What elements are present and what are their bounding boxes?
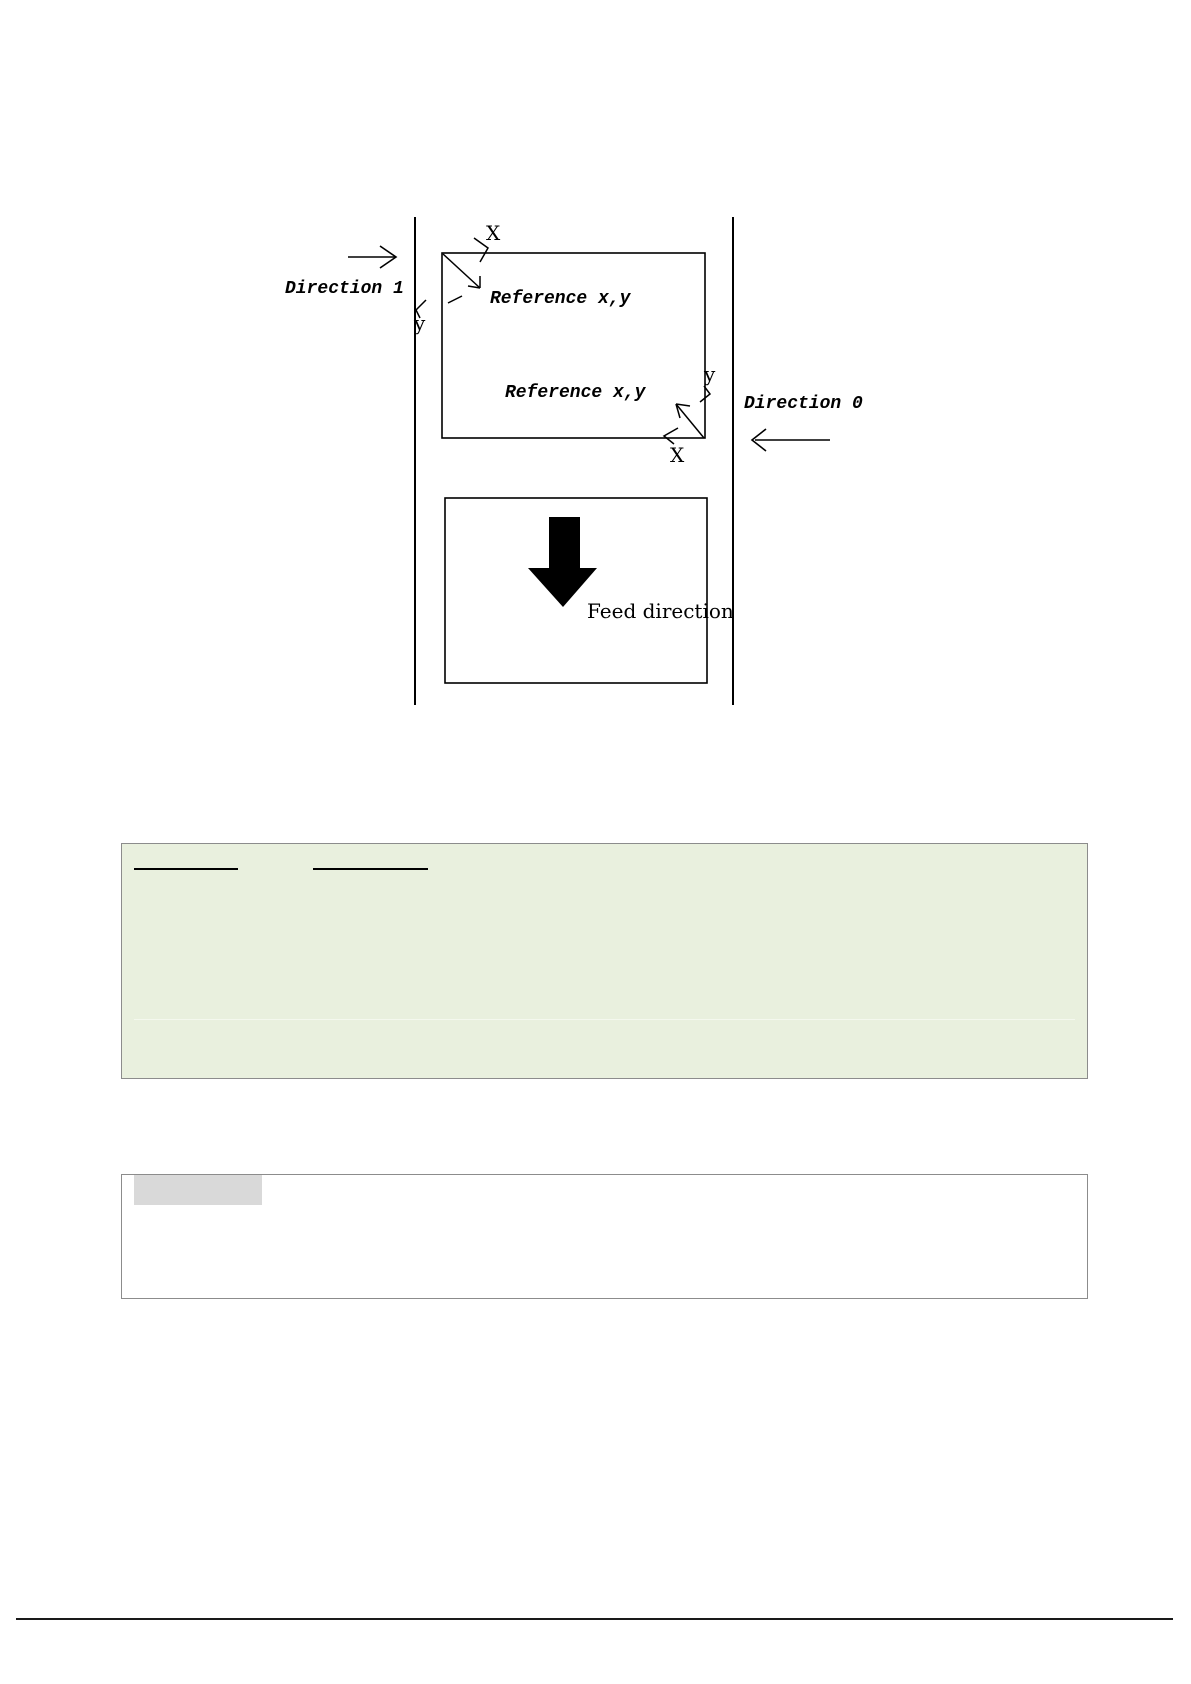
label-top-rect <box>442 253 705 438</box>
feed-direction-label: Feed direction <box>587 599 734 623</box>
syntax-underline-1 <box>134 868 238 870</box>
reference-top-axes-icon <box>416 238 488 318</box>
footer-rule <box>16 1618 1173 1620</box>
axis-x-bottom-label: X <box>670 443 685 467</box>
reference-label-top: Reference x,y <box>490 289 631 309</box>
axis-y-top-label: y <box>414 311 426 335</box>
axis-y-bottom-label: y <box>704 362 716 386</box>
example-heading-highlight <box>134 1175 262 1205</box>
feed-direction-arrow-icon <box>528 517 597 607</box>
axis-x-top-label: X <box>486 221 501 245</box>
reference-bottom-axes-icon <box>664 386 710 444</box>
direction-0-label: Direction 0 <box>744 394 863 414</box>
direction-0-arrow-icon <box>752 429 830 451</box>
example-box <box>121 1174 1088 1299</box>
reference-label-bottom: Reference x,y <box>505 383 646 403</box>
syntax-box <box>121 843 1088 1079</box>
syntax-underline-2 <box>313 868 428 870</box>
direction-1-label: Direction 1 <box>285 279 404 299</box>
label-direction-diagram <box>0 0 1191 760</box>
syntax-separator <box>134 1019 1075 1020</box>
direction-1-arrow-icon <box>348 246 396 268</box>
